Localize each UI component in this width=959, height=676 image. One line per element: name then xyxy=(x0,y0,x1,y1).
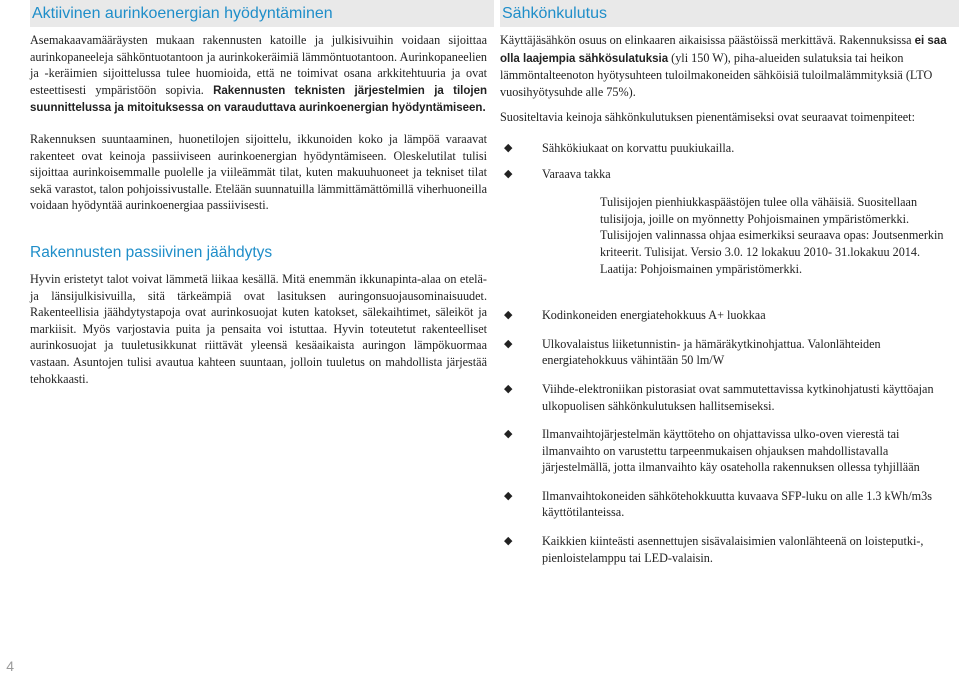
diamond-bullet-icon: ◆ xyxy=(504,167,513,180)
diamond-bullet-icon: ◆ xyxy=(504,428,513,441)
list-item xyxy=(500,140,959,157)
section-heading-active-solar: Aktiivinen aurinkoenergian hyödyntäminen xyxy=(30,0,494,27)
list-item-text: Varaava takka xyxy=(542,166,611,181)
measures-list-continued xyxy=(500,307,959,566)
list-item xyxy=(500,381,959,414)
list-item-text: Ilmanvaihtojärjestelmän käyttöteho on ohjattavissa ulko-oven vierestä tai ilmanvaihto on varustettu tarpeenmukaisen ohjauksen mahdollistavalla järjestelmällä, jotta ilmanvaihto käy osateholla rakennuksen ollessa tyhjillään xyxy=(542,427,920,475)
diamond-bullet-icon: ◆ xyxy=(504,309,513,322)
passive-solar-paragraph: Rakennuksen suuntaaminen, huonetilojen sijoittelu, ikkunoiden koko ja lämpöä varaavat rakenteet ovat keinoja passiiviseen aurinkoenergian hyödyntämiseen. Oleskelutilat tulisi sijoittaa aurinkoisemmalle puolelle ja viileämmät tilat, kuten makuuhuoneet ja tekniset tilat sekä varastot, talon pohjoissivustalle. Etelään suunnatuilla lämmittämättömillä viherhuoneilla voidaan hyödyntää aurinkoenergiaa passiivisesti. xyxy=(30,131,487,213)
list-item xyxy=(500,426,959,476)
measures-intro: Suositeltavia keinoja sähkönkulutuksen pienentämiseksi ovat seuraavat toimenpiteet: xyxy=(500,110,915,125)
fireplace-note: Tulisijojen pienhiukkaspäästöjen tulee olla vähäisiä. Suositellaan tulisijoja, joille on myönnetty Pohjoismainen ympäristömerkki. Tulisijojen valinnassa ohjaa esimerkiksi seuraava opas: Joutsenmerkin kriteerit. Tulisijat. Versio 3.0. 12 lokakuu 2010- 31.lokakuu 2014. Laatija: Pohjoismainen ympäristömerkki. xyxy=(600,195,944,276)
left-column xyxy=(30,0,487,387)
diamond-bullet-icon: ◆ xyxy=(504,382,513,395)
list-item-text: Ilmanvaihtokoneiden sähkötehokkuutta kuvaava SFP-luku on alle 1.3 kWh/m3s käyttötilanteissa. xyxy=(542,488,932,520)
active-solar-requirement: Rakennusten teknisten järjestelmien ja tilojen suunnittelussa ja mitoituksessa on varauduttava aurinkoenergian hyödyntämiseen. xyxy=(30,84,488,115)
active-solar-text: Asemakaavamääräysten mukaan rakennusten katoille ja julkisivuihin voidaan sijoittaa aurinkopaneeleja sähköntuotantoon ja aurinkokeräimiä lämmöntuotantoon. Aurinkopaneelien ja -keräimien sijoittelussa tulee huomioida, että ne toimivat osana arkkitehtuuria ja ovat esteettisesti ympäristöön sopivia. xyxy=(30,33,487,97)
right-column xyxy=(500,0,959,566)
diamond-bullet-icon: ◆ xyxy=(504,337,513,350)
passive-cooling-paragraph: Hyvin eristetyt talot voivat lämmetä liikaa kesällä. Mitä enemmän ikkunapinta-alaa on etelä- ja länsijulkisivuilla, sitä tärkeämpiä ovat lasituksen auringonsuojausominaisuudet. Rakenteellisia jäähdytystapoja ovat aurinkosuojat kuten katokset, sälekaihtimet, säleiköt ja markiisit. Myös varjostavia puita ja pensaita voi istuttaa. Hyvin toteutetut rakenteelliset aurinkosuojat ja tuuletusikkunat riittävät yleensä kesäaikaista auringon lämpökuormaa vastaan. Asuntojen tulisi avautua kahteen suuntaan, jolloin tuuletus on mahdollista järjestää tehokkaasti. xyxy=(30,271,487,386)
diamond-bullet-icon: ◆ xyxy=(504,141,513,154)
page-number: 4 xyxy=(6,658,14,674)
list-item-text: Kaikkien kiinteästi asennettujen sisävalaisimien valonlähteenä on loisteputki-, pienloistelamppu tai LED-valaisin. xyxy=(542,534,924,565)
electricity-intro-text: Käyttäjäsähkön osuus on elinkaaren aikaisissa päästöissä merkittävä. Rakennuksissa xyxy=(500,33,915,47)
list-item-text: Viihde-elektroniikan pistorasiat ovat sammutettavissa kytkinohjatusti käyttöajan ulkopuolisen sähkönkulutuksen hallitsemiseksi. xyxy=(542,381,934,413)
list-item-text: Kodinkoneiden energiatehokkuus A+ luokkaa xyxy=(542,308,766,323)
list-item xyxy=(500,533,959,566)
list-item xyxy=(500,307,959,324)
electricity-intro-tail: (yli 150 W), piha-alueiden sulatuksia tai heikon lämmöntalteenoton hyötysuhteen tuloilmakoneiden sähköisiä tuloilmalämmityksiä (LTO vuosihyötysuhde alle 75%). xyxy=(500,50,933,99)
diamond-bullet-icon: ◆ xyxy=(504,535,513,548)
active-solar-paragraph xyxy=(30,32,487,117)
list-item-text: Ulkovalaistus liiketunnistin- ja hämäräkytkinohjattua. Valonlähteiden energiatehokkuus vähintään 50 lm/W xyxy=(542,336,881,368)
list-item xyxy=(500,166,959,183)
electricity-intro-paragraph xyxy=(500,32,959,100)
section-heading-electricity: Sähkönkulutus xyxy=(500,0,959,27)
diamond-bullet-icon: ◆ xyxy=(504,489,513,502)
section-heading-passive-cooling: Rakennusten passiivinen jäähdytys xyxy=(30,243,273,261)
list-item-text: Sähkökiukaat on korvattu puukiukailla. xyxy=(542,140,735,155)
measures-list xyxy=(500,140,959,182)
list-item xyxy=(500,336,959,369)
list-item xyxy=(500,488,959,521)
electricity-requirement: ei saa olla laajempia sähkösulatuksia xyxy=(500,35,947,65)
